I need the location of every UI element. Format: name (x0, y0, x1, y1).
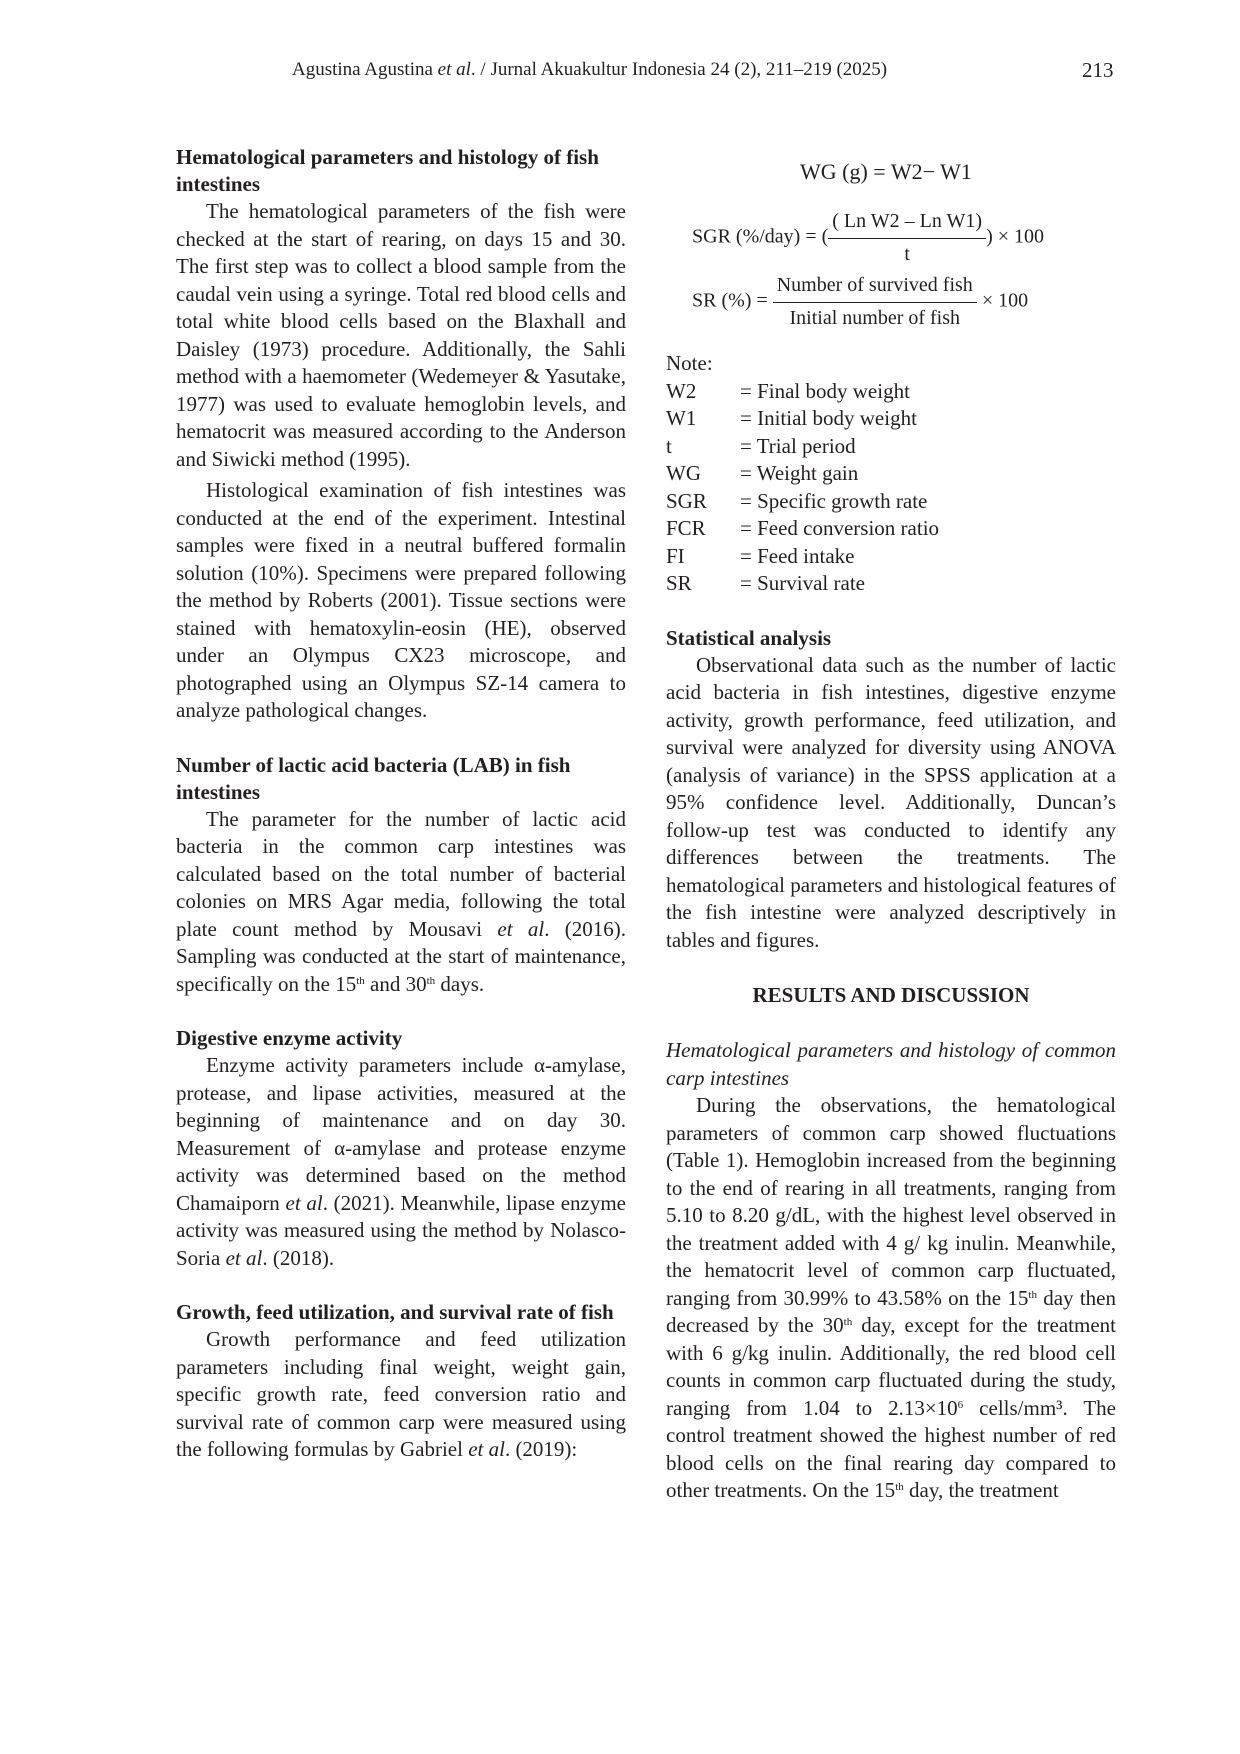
section-heading-lab: Number of lactic acid bacteria (LAB) in fish intestines (176, 752, 571, 804)
note-row: W2 = Final body weight (666, 378, 910, 403)
subsection-heading-hematology: Hematological parameters and histology of common carp intestines (666, 1038, 1116, 1090)
right-column (666, 144, 1116, 1505)
formula-sgr: SGR (%/day) = ( $\frac{\text{( Ln W2 – Ln W1)}}{t}$ ) × 100 (692, 210, 1045, 265)
note-row: t = Trial period (666, 433, 856, 458)
left-column (176, 144, 626, 1464)
note-row: FCR = Feed conversion ratio (666, 516, 940, 540)
formula-sr: SR (%) = $\frac{\text{Number of survived fish}}{\text{Initial number of fish}}$ × 100 (692, 274, 1029, 329)
note-label: Note: (666, 351, 713, 375)
note-row: WG = Weight gain (666, 461, 859, 485)
paragraph-results: During the observations, the hematological parameters of common carp showed fluctuations (Table 1). Hemoglobin increased from the beginning to the end of rearing in all treatments, ranging from 5.10 to 8.20 g/dL, with the highest level observed in the treatment added with 4 g/ kg inulin. Meanwhile, the hematocrit level of common carp fluctuated, ranging from 30.99% to 43.58% on the 15th day then decreased by the 30th day, except for the treatment with 6 g/kg inulin. Additionally, the red blood cell counts in common carp fluctuated during the study, ranging from 1.04 to $2.13\times 10^6$ cells/mm³. The control treatment showed the highest number of red blood cells on the final rearing day compared to other treatments. On the 15th day, the treatment (666, 1093, 1116, 1502)
paragraph-growth: Growth performance and feed utilization parameters including final weight, weight gain, specific growth rate, feed conversion ratio and survival rate of common carp were measured using the following formulas by Gabriel et al. (2019): (176, 1327, 626, 1461)
header-etal: et al (437, 59, 471, 80)
section-heading-hematology: Hematological parameters and histology of fish intestines (176, 145, 599, 196)
formula-block (666, 144, 1116, 340)
section-heading-statistics: Statistical analysis (666, 625, 832, 650)
paragraph-hematology: The hematological parameters of the fish were checked at the start of rearing, on days 15 and 30. The first step was to collect a blood sample from the caudal vein using a syringe. Total red blood cells and total white blood cells based on the Blaxhall and Daisley (1973) procedure. Additionally, the Sahli method with a haemometer (Wedemeyer & Yasutake, 1977) was used to evaluate hemoglobin levels, and hematocrit was measured according to the Anderson and Siwicki method (1995). (176, 199, 626, 471)
header-journal: . / Jurnal Akuakultur Indonesia 24 (2), 211–219 (2025) (470, 59, 888, 80)
header-authors: Agustina Agustina (292, 59, 433, 80)
paragraph-enzyme: Enzyme activity parameters include α-amylase, protease, and lipase activities, measured at the beginning of maintenance and on day 30. Measurement of α-amylase and protease enzyme activity was determined based on the method Chamaiporn et al. (2021). Meanwhile, lipase enzyme activity was measured using the method by Nolasco-Soria et al. (2018). (176, 1053, 626, 1270)
running-title (292, 58, 887, 82)
page-number: 213 (1082, 58, 1114, 82)
paragraph-lab: The parameter for the number of lactic acid bacteria in the common carp intestines was calculated based on the total number of bacterial colonies on MRS Agar media, following the total plate count method by Mousavi et al. (2016). Sampling was conducted at the start of maintenance, specifically on the 15th and 30th days. (176, 806, 626, 996)
note-row: FI = Feed intake (666, 543, 855, 568)
note-row: SGR = Specific growth rate (666, 488, 928, 513)
paragraph-statistics: Observational data such as the number of lactic acid bacteria in fish intestines, digestive enzyme activity, growth performance, feed utilization, and survival were analyzed for diversity using ANOVA (analysis of variance) in the SPSS application at a 95% confidence level. Additionally, Duncan’s follow-up test was conducted to identify any differences between the treatments. The hematological parameters and histological features of the fish intestine were analyzed descriptively in tables and figures. (666, 652, 1116, 952)
section-heading-enzyme: Digestive enzyme activity (176, 1026, 403, 1050)
formula-weight-gain: WG (g) = W2− W1 (800, 159, 972, 184)
note-row: W1 = Initial body weight (666, 406, 917, 430)
note-row: SR = Survival rate (666, 571, 865, 595)
section-heading-growth: Growth, feed utilization, and survival rate of fish (176, 1300, 614, 1324)
results-heading: RESULTS AND DISCUSSION (752, 983, 1030, 1007)
formula-notes (666, 350, 1116, 598)
paragraph-histology: Histological examination of fish intestines was conducted at the end of the experiment. Intestinal samples were fixed in a neutral buffered formalin solution (10%). Specimens were prepared following the method by Roberts (2001). Tissue sections were stained with hematoxylin-eosin (HE), observed under an Olympus CX23 microscope, and photographed using an Olympus SZ-14 camera to analyze pathological changes. (176, 478, 626, 722)
